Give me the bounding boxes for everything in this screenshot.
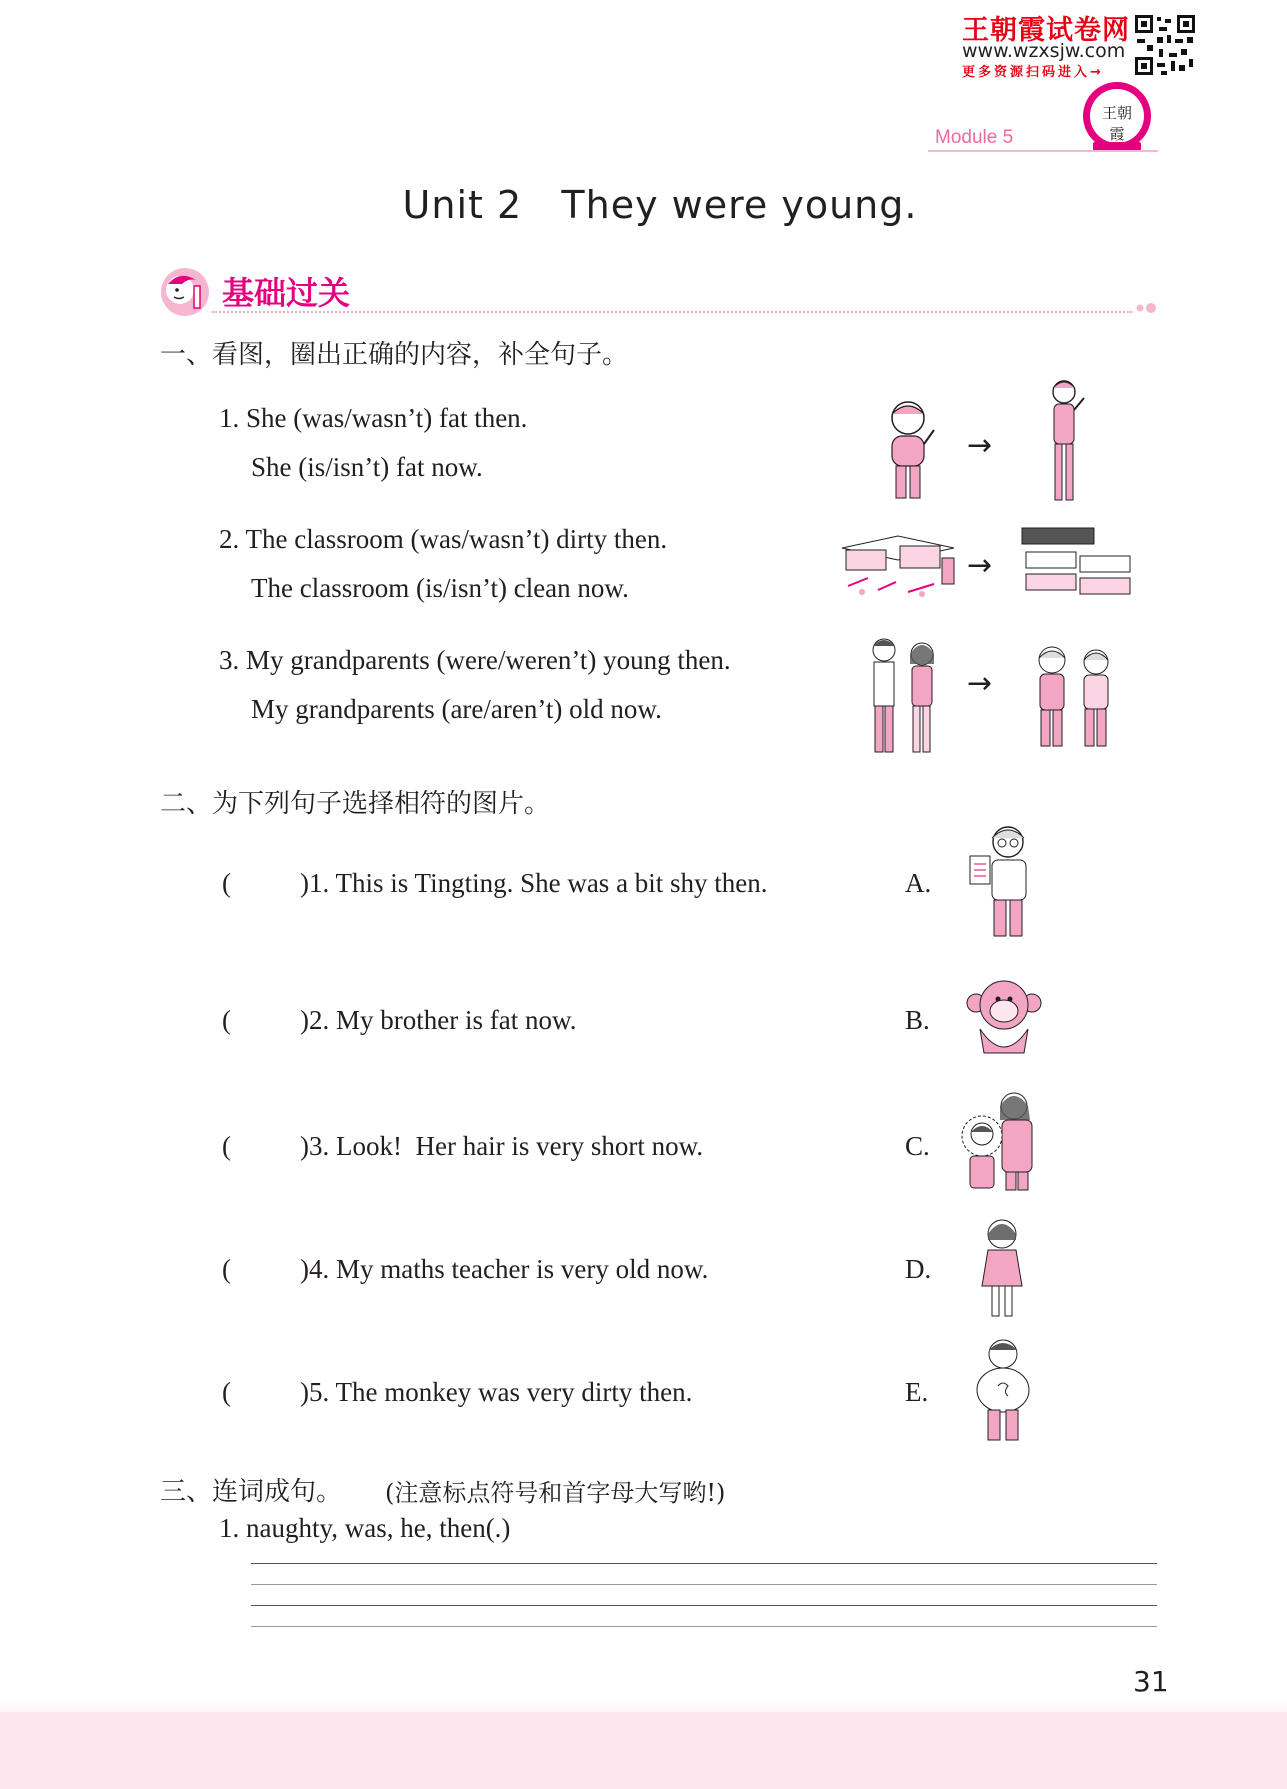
part1-arrow-3: → [967,666,993,701]
option-label-d: D. [905,1254,932,1284]
slim-girl-illustration [1040,376,1090,504]
section-banner-title: 基础过关 [222,274,351,312]
answer-line-2[interactable] [251,1584,1157,1585]
part1-item2-line2: The classroom (is/isn’t) clean now. [251,573,629,603]
fat-boy-illustration [972,1336,1034,1444]
part1-item2-line1: 2. The classroom (was/wasn’t) dirty then. [219,524,668,554]
chubby-girl-illustration [880,400,940,504]
brand-url[interactable]: www.wzxsjw.com [962,40,1126,62]
part3-heading: 三、连词成句。 [160,1477,343,1507]
brand-subtitle: 更多资源扫码进入→ [962,65,1104,80]
part1-item1-line2: She (is/isn’t) fat now. [251,452,483,482]
clean-classroom-illustration [1020,526,1136,598]
part2-sentence-2: )2. My brother is fat now. [300,1005,577,1035]
unit-title: Unit 2 They were young. [402,183,918,227]
mother-and-child-illustration [956,1088,1050,1194]
brand-title: 王朝霞试卷网 [962,15,1130,46]
answer-blank-4[interactable]: ( [222,1254,231,1284]
part2-sentence-4: )4. My maths teacher is very old now. [300,1254,709,1284]
footer-band [0,1712,1287,1789]
old-couple-illustration [1030,642,1120,752]
brand-seal [1075,80,1159,156]
section-badge-icon [158,266,212,318]
part3-note: (注意标点符号和首字母大写哟!) [385,1479,726,1507]
option-label-c: C. [905,1131,930,1161]
young-couple-illustration [866,634,946,758]
part2-sentence-5: )5. The monkey was very dirty then. [300,1377,693,1407]
part1-arrow-1: → [967,428,993,463]
part3-item1: 1. naughty, was, he, then(.) [219,1513,511,1543]
answer-blank-1[interactable]: ( [222,868,231,898]
old-teacher-illustration [966,822,1040,942]
page-number: 31 [1133,1665,1169,1698]
part1-item1-line1: 1. She (was/wasn’t) fat then. [219,403,528,433]
part2-sentence-3: )3. Look! Her hair is very short now. [300,1131,704,1161]
answer-line-3[interactable] [251,1605,1157,1606]
part2-sentence-1: )1. This is Tingting. She was a bit shy then. [300,868,768,898]
answer-line-1[interactable] [251,1563,1157,1564]
option-label-a: A. [905,868,932,898]
part1-arrow-2: → [967,548,993,583]
short-hair-girl-illustration [978,1216,1026,1320]
module-rule [928,150,1158,152]
module-label: Module 5 [935,127,1014,148]
answer-line-4[interactable] [251,1626,1157,1627]
answer-blank-5[interactable]: ( [222,1377,231,1407]
answer-blank-3[interactable]: ( [222,1131,231,1161]
messy-classroom-illustration [838,528,958,598]
monkey-illustration [966,975,1042,1059]
part2-heading: 二、为下列句子选择相符的图片。 [160,789,551,819]
part1-item3-line2: My grandparents (are/aren’t) old now. [251,694,662,724]
qr-code-icon[interactable] [1133,13,1197,77]
option-label-b: B. [905,1005,930,1035]
part1-item3-line1: 3. My grandparents (were/weren’t) young then. [219,645,731,675]
option-label-e: E. [905,1377,929,1407]
answer-blank-2[interactable]: ( [222,1005,231,1035]
banner-dots-icon [1135,301,1160,315]
seal-text: 王朝霞 [1101,104,1132,143]
part1-heading: 一、看图，圈出正确的内容，补全句子。 [160,340,629,370]
banner-dotted-line [212,311,1132,313]
